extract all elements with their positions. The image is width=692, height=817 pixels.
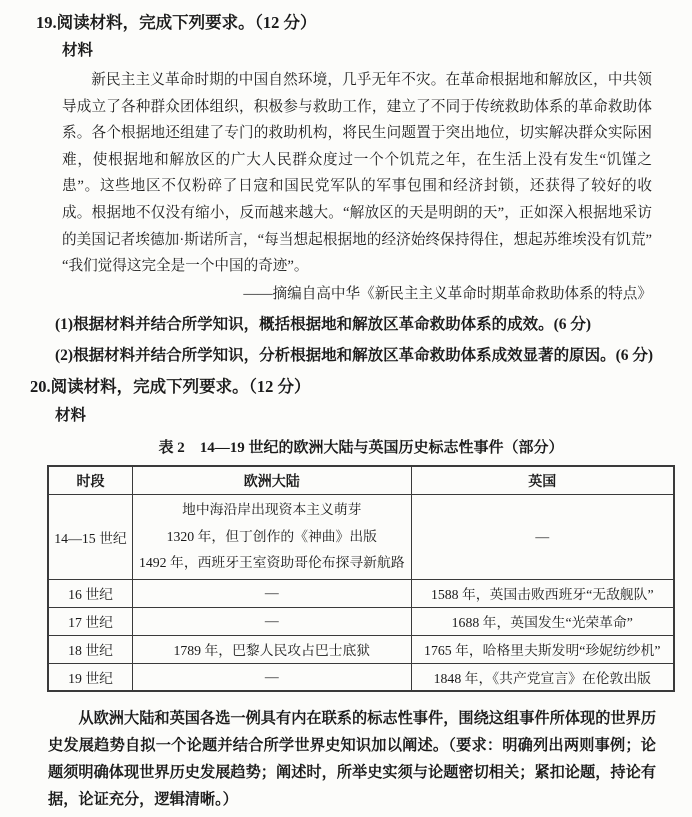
- question-20-task-text: 从欧洲大陆和英国各选一例具有内在联系的标志性事件，围绕这组事件所体现的世界历史发展趋势自拟一个论题并结合所学世界史知识加以阐述。（要求：明确列出两则事例；论题须明确体现世界历史发展趋势；阐述时，所举史实须与论题密切相关；紧扣论题，持论有据，论证充分，逻辑清晰。）: [48, 710, 656, 809]
- period-cell: 16 世纪: [48, 579, 133, 607]
- table-title: 表 2 14—19 世纪的欧洲大陆与英国历史标志性事件（部分）: [158, 439, 564, 456]
- question-19-subquestion-2: (2)根据材料并结合所学知识，分析根据地和解放区革命救助体系成效显著的原因。(6 分): [55, 346, 654, 364]
- column-header-period: 时段: [48, 466, 133, 495]
- column-header-europe: 欧洲大陆: [133, 466, 412, 495]
- europe-cell: 1789 年，巴黎人民攻占巴士底狱: [133, 635, 412, 663]
- europe-cell: —: [133, 579, 412, 607]
- question-19-source-attribution: ——摘编自高中华《新民主主义革命时期革命救助体系的特点》: [243, 285, 652, 302]
- table-row: [48, 663, 674, 691]
- question-19-material-label: 材料: [62, 42, 94, 59]
- britain-cell: 1688 年，英国发生“光荣革命”: [411, 607, 674, 635]
- europe-event: 地中海沿岸出现资本主义萌芽: [182, 502, 362, 518]
- period-cell: 14—15 世纪: [48, 495, 133, 580]
- table-header-row: [48, 466, 674, 495]
- table-row: [48, 635, 674, 663]
- question-19-subquestion-1: (1)根据材料并结合所学知识，概括根据地和解放区革命救助体系的成效。(6 分): [55, 315, 592, 333]
- exam-page: [0, 11, 692, 817]
- question-20-material-label: 材料: [55, 406, 87, 424]
- britain-cell: 1848 年，《共产党宣言》在伦敦出版: [411, 663, 674, 691]
- period-cell: 18 世纪: [48, 635, 133, 663]
- britain-cell: 1765 年，哈格里夫斯发明“珍妮纺纱机”: [411, 635, 674, 663]
- britain-cell: 1588 年，英国击败西班牙“无敌舰队”: [411, 579, 674, 607]
- question-19-heading: 19.阅读材料，完成下列要求。（12 分）: [36, 13, 317, 32]
- question-20-heading: 20.阅读材料，完成下列要求。（12 分）: [30, 376, 311, 396]
- europe-cell: —: [133, 607, 412, 635]
- europe-cell: [133, 495, 412, 580]
- table-row: [48, 495, 674, 580]
- europe-cell: —: [133, 663, 412, 691]
- question-19-material-text: 新民主主义革命时期的中国自然环境，几乎无年不灾。在革命根据地和解放区，中共领导成立了各种群众团体组织，积极参与救助工作，建立了不同于传统救助体系的革命救助体系。各个根据地还组建了专门的救助机构，将民生问题置于突出地位，切实解决群众实际困难，使根据地和解放区的广大人民群众度过一个个饥荒之年，在生活上没有发生“饥馑之患”。这些地区不仅粉碎了日寇和国民党军队的军事包围和经济封锁，还获得了较好的收成。根据地不仅没有缩小，反而越来越大。“解放区的天是明朗的天”，正如深入根据地采访的美国记者埃德加·斯诺所言，“每当想起根据地的经济始终保持得住，想起苏维埃没有饥荒”“我们觉得这完全是一个中国的奇迹”。: [62, 72, 652, 275]
- table-row: [48, 607, 674, 635]
- historical-events-table: [47, 465, 675, 693]
- britain-cell: —: [411, 495, 674, 580]
- europe-event: 1320 年，但丁创作的《神曲》出版: [166, 528, 377, 544]
- europe-event: 1492 年，西班牙王室资助哥伦布探寻新航路: [138, 555, 405, 571]
- table-row: [48, 579, 674, 607]
- column-header-britain: 英国: [411, 466, 674, 495]
- period-cell: 17 世纪: [48, 607, 133, 635]
- period-cell: 19 世纪: [48, 663, 133, 691]
